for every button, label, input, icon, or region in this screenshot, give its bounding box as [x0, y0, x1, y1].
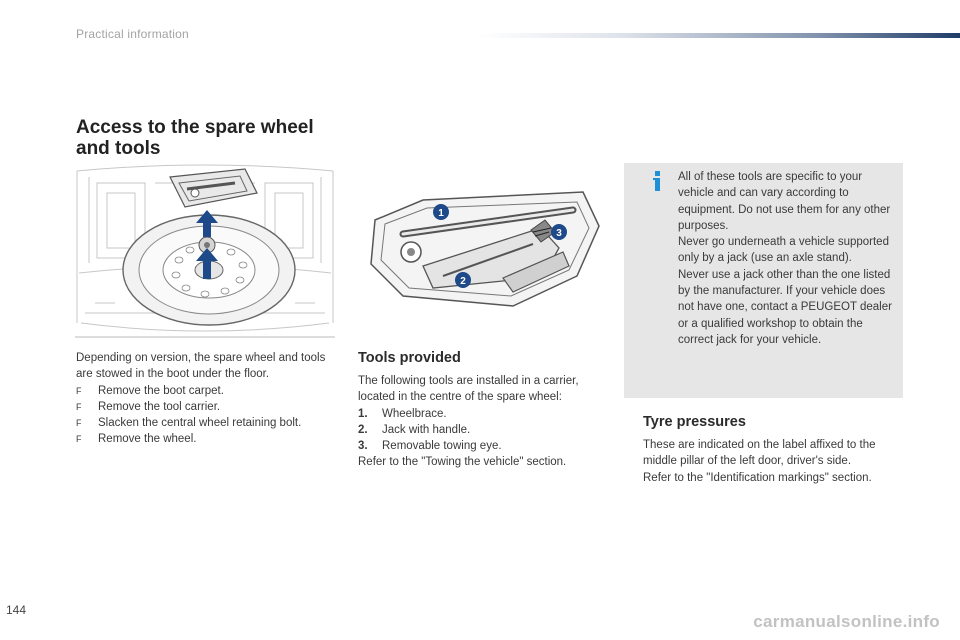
list-item	[76, 431, 331, 447]
tool-carrier-illustration	[363, 188, 608, 313]
tyre-paragraph: These are indicated on the label affixed to the middle pillar of the left door, driver's side.	[643, 439, 876, 468]
page-number: 144	[6, 603, 27, 617]
tyre-reference: Refer to the "Identification markings" section.	[643, 471, 872, 484]
callout-3-label: 3	[556, 228, 562, 239]
item-label: Wheelbrace.	[382, 407, 447, 420]
tyre-heading: Tyre pressures	[643, 414, 746, 430]
intro-text-block	[76, 350, 331, 448]
header-section-label: Practical information	[76, 27, 189, 41]
list-item	[358, 438, 608, 454]
list-item	[358, 422, 608, 438]
tools-paragraph: The following tools are installed in a carrier, located in the centre of the spare wheel:	[358, 375, 579, 404]
item-label: Removable towing eye.	[382, 440, 502, 453]
tool-carrier-drawing	[363, 188, 608, 313]
tyre-text-block	[643, 437, 905, 486]
info-icon	[652, 171, 664, 191]
callout-1-label: 1	[438, 208, 444, 219]
header-gradient-bar	[480, 33, 960, 38]
bullet-symbol: F	[76, 418, 82, 429]
item-number: 1.	[358, 407, 368, 420]
callout-3	[551, 224, 567, 240]
bullet-symbol: F	[76, 385, 82, 396]
list-item	[358, 406, 608, 422]
tools-text-block	[358, 373, 608, 471]
step-text: Remove the tool carrier.	[98, 400, 221, 413]
list-item	[76, 399, 331, 415]
list-item	[76, 415, 331, 431]
bullet-symbol: F	[76, 434, 82, 445]
callout-2	[455, 272, 471, 288]
callout-2-label: 2	[460, 276, 466, 287]
intro-paragraph: Depending on version, the spare wheel and tools are stowed in the boot under the floor.	[76, 352, 326, 381]
page-title: Access to the spare wheel and tools	[76, 117, 314, 159]
callout-1	[433, 204, 449, 220]
bullet-symbol: F	[76, 401, 82, 412]
watermark: carmanualsonline.info	[753, 612, 940, 631]
info-paragraph-2: Never go underneath a vehicle supported only by a jack (use an axle stand).	[678, 236, 889, 265]
step-text: Slacken the central wheel retaining bolt.	[98, 417, 302, 430]
item-label: Jack with handle.	[382, 423, 471, 436]
step-text: Remove the boot carpet.	[98, 384, 224, 397]
list-item	[76, 383, 331, 399]
info-paragraph-3: Never use a jack other than the one listed by the manufacturer. If your vehicle does not have one, contact a PEUGEOT dealer or a qualified workshop to obtain the correct jack for your vehicle.	[678, 268, 892, 346]
tools-heading: Tools provided	[358, 350, 461, 366]
spare-wheel-illustration	[75, 163, 335, 338]
info-paragraph-1: All of these tools are specific to your vehicle and can vary according to equipment. Do not use them for any other purposes.	[678, 171, 891, 232]
tools-reference: Refer to the "Towing the vehicle" section.	[358, 456, 567, 469]
item-number: 3.	[358, 440, 368, 453]
spare-wheel-drawing	[75, 163, 335, 338]
step-text: Remove the wheel.	[98, 433, 197, 446]
item-number: 2.	[358, 423, 368, 436]
info-text	[678, 169, 892, 348]
